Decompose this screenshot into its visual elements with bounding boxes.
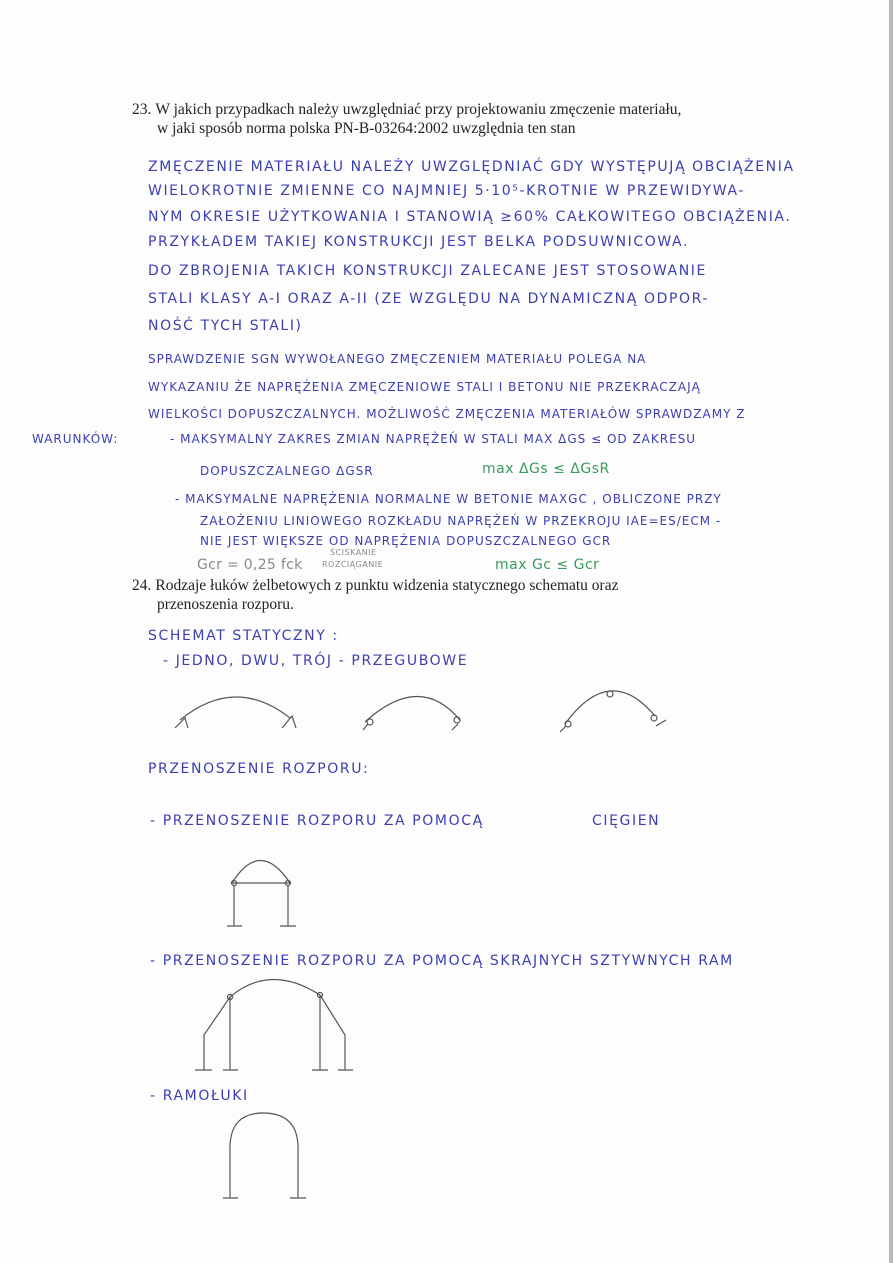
answer-line: SCHEMAT STATYCZNY : — [148, 628, 339, 644]
answer-line: ZAŁOŻENIU LINIOWEGO ROZKŁADU NAPRĘŻEŃ W PRZEKROJU IΑE=ES/ECM - — [200, 514, 722, 528]
answer-line: WIELOKROTNIE ZMIENNE CO NAJMNIEJ 5·10⁵-KROTNIE W PRZEWIDYWA- — [148, 183, 745, 199]
formula-green: max Gc ≤ Gcr — [495, 557, 600, 573]
answer-line-margin: WARUNKÓW: — [32, 432, 119, 446]
answer-line: DO ZBROJENIA TAKICH KONSTRUKCJI ZALECANE JEST STOSOWANIE — [148, 263, 707, 279]
answer-line: PRZENOSZENIE ROZPORU: — [148, 761, 370, 777]
frame-arch-sketch — [190, 975, 360, 1075]
answer-line: CIĘGIEN — [592, 813, 661, 829]
frame-arch-final-sketch — [218, 1108, 308, 1208]
tie-arch-sketch — [222, 848, 302, 933]
scan-edge — [889, 0, 893, 1263]
answer-line: DOPUSZCZALNEGO ΔGSR — [200, 464, 374, 478]
question-24 — [132, 576, 618, 614]
answer-line: - MAKSYMALNE NAPRĘŻENIA NORMALNE W BETONIE MAXGC , OBLICZONE PRZY — [175, 492, 722, 506]
formula-pencil: Gcr = 0,25 fck — [197, 557, 303, 573]
answer-line: - JEDNO, DWU, TRÓJ - PRZEGUBOWE — [163, 653, 469, 669]
question-line-2: w jaki sposób norma polska PN-B-03264:2002 uwzględnia ten stan — [157, 120, 576, 137]
formula-green: max ΔGs ≤ ΔGsR — [482, 461, 610, 477]
answer-line: WIELKOŚCI DOPUSZCZALNYCH. MOŻLIWOŚĆ ZMĘCZENIA MATERIAŁÓW SPRAWDZAMY Z — [148, 407, 746, 421]
answer-line: WYKAZANIU ŻE NAPRĘŻENIA ZMĘCZENIOWE STALI I BETONU NIE PRZEKRACZAJĄ — [148, 380, 701, 394]
pencil-note: ŚCISKANIE — [330, 548, 377, 557]
answer-line: - PRZENOSZENIE ROZPORU ZA POMOCĄ — [150, 813, 484, 829]
arch-types-sketch — [170, 680, 730, 740]
answer-line: NOŚĆ TYCH STALI) — [148, 318, 303, 334]
pencil-note: ROZCIĄGANIE — [322, 560, 384, 569]
question-line-1: Rodzaje łuków żelbetowych z punktu widzenia statycznego schematu oraz — [155, 577, 619, 594]
question-23 — [132, 100, 681, 138]
answer-line: - MAKSYMALNY ZAKRES ZMIAN NAPRĘŻEŃ W STALI MAX ΔGS ≤ OD ZAKRESU — [170, 432, 697, 446]
answer-line: - RAMOŁUKI — [150, 1088, 249, 1104]
answer-line: - PRZENOSZENIE ROZPORU ZA POMOCĄ SKRAJNYCH SZTYWNYCH RAM — [150, 953, 734, 969]
answer-line: NYM OKRESIE UŻYTKOWANIA I STANOWIĄ ≥60% CAŁKOWITEGO OBCIĄŻENIA. — [148, 209, 792, 225]
question-line-2: przenoszenia rozporu. — [157, 596, 294, 613]
question-number: 24. — [132, 577, 152, 594]
answer-line: STALI KLASY A-I ORAZ A-II (ZE WZGLĘDU NA DYNAMICZNĄ ODPOR- — [148, 291, 710, 307]
answer-line: SPRAWDZENIE SGN WYWOŁANEGO ZMĘCZENIEM MATERIAŁU POLEGA NA — [148, 352, 647, 366]
question-number: 23. — [132, 101, 152, 118]
answer-line: PRZYKŁADEM TAKIEJ KONSTRUKCJI JEST BELKA PODSUWNICOWA. — [148, 234, 690, 250]
question-line-1: W jakich przypadkach należy uwzględniać przy projektowaniu zmęczenie materiału, — [155, 101, 682, 118]
answer-line: NIE JEST WIĘKSZE OD NAPRĘŻENIA DOPUSZCZALNEGO GCR — [200, 534, 612, 548]
answer-line: ZMĘCZENIE MATERIAŁU NALEŻY UWZGLĘDNIAĆ GDY WYSTĘPUJĄ OBCIĄŻENIA — [148, 159, 795, 175]
